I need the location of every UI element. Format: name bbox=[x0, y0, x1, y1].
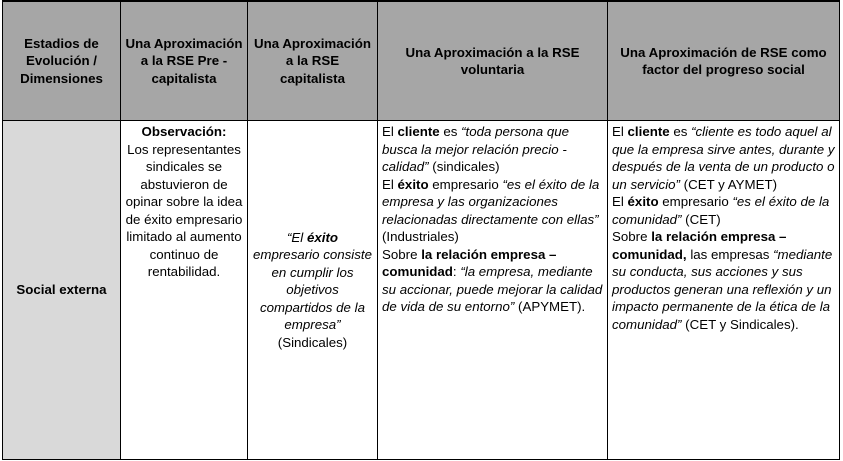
evolution-table bbox=[2, 0, 840, 460]
text: Sobre bbox=[382, 246, 422, 262]
text: es bbox=[439, 124, 462, 139]
keyword-exito: éxito bbox=[306, 229, 338, 245]
paragraph-exito bbox=[612, 193, 835, 228]
row-label: Social externa bbox=[3, 121, 121, 460]
cell-voluntaria bbox=[378, 121, 608, 460]
text: El bbox=[612, 194, 628, 209]
keyword-cliente: cliente bbox=[627, 124, 670, 139]
quote-rest: empresario consiste en cumplir los objetivos compartidos de la empresa” bbox=[253, 247, 372, 333]
paragraph-relacion bbox=[612, 228, 835, 333]
quote: “es el éxito de la empresa y las organizaciones relacionadas directamente con ellas” bbox=[382, 176, 600, 227]
keyword-exito: éxito bbox=[627, 194, 659, 209]
text: : bbox=[452, 264, 461, 279]
quote: “toda persona que busca la mejor relación precio -calidad” bbox=[382, 124, 570, 174]
quote-source: (sindicales) bbox=[428, 159, 500, 174]
quote-source: (CET y Sindicales). bbox=[681, 316, 799, 332]
header-capitalista: Una Aproximación a la RSE capitalista bbox=[248, 1, 378, 121]
cell-capitalista bbox=[248, 121, 378, 460]
text: El bbox=[612, 124, 628, 139]
observation-text: Los representantes sindicales se abstuvieron de opinar sobre la idea de éxito empresario limitado al aumento continuo de rentabilidad. bbox=[125, 141, 243, 279]
cell-pre-capitalista bbox=[121, 121, 248, 460]
text: Sobre bbox=[612, 229, 652, 244]
cell-progreso-social bbox=[608, 121, 840, 460]
keyword-relacion: la relación empresa – comunidad bbox=[382, 246, 557, 279]
text: El bbox=[382, 124, 398, 139]
header-pre-capitalista: Una Aproximación a la RSE Pre - capitalista bbox=[121, 1, 248, 121]
quote-source: (CET) bbox=[681, 211, 721, 227]
keyword-cliente: cliente bbox=[397, 124, 440, 139]
header-dimensions: Estadios de Evolución / Dimensiones bbox=[3, 1, 121, 121]
quote: “la empresa, mediante su accionar, puede mejorar la calidad de vida de su entorno” bbox=[382, 264, 603, 314]
text: empresario bbox=[428, 176, 503, 192]
keyword-exito: éxito bbox=[397, 176, 429, 192]
paragraph-exito bbox=[382, 176, 603, 246]
observation-title: Observación: bbox=[141, 124, 227, 139]
keyword-relacion: la relación empresa – comunidad, bbox=[612, 229, 787, 262]
quote: “cliente es todo aquel al que la empresa sirve antes, durante y después de la venta de un producto o un servicio” bbox=[612, 124, 835, 192]
row-social-externa bbox=[3, 121, 840, 460]
paragraph-cliente bbox=[612, 123, 835, 193]
quote-source: (CET y AYMET) bbox=[679, 176, 778, 192]
quote-source: (Industriales) bbox=[382, 229, 459, 244]
text: empresario bbox=[658, 194, 733, 209]
header-row bbox=[3, 1, 840, 121]
quote-source: (Sindicales) bbox=[277, 334, 348, 350]
quote: “es el éxito de la comunidad” bbox=[612, 194, 830, 227]
header-progreso-social: Una Aproximación de RSE como factor del progreso social bbox=[608, 1, 840, 121]
text: El bbox=[382, 176, 398, 192]
text: es bbox=[669, 124, 692, 139]
quote-source: (APYMET). bbox=[514, 299, 586, 314]
quote: “mediante su conducta, sus acciones y sus productos generan una reflexión y un impacto permanente de la ética de la comunidad” bbox=[612, 246, 833, 332]
header-voluntaria: Una Aproximación a la RSE voluntaria bbox=[378, 1, 608, 121]
paragraph-cliente bbox=[382, 123, 603, 176]
paragraph-relacion bbox=[382, 246, 603, 316]
text: las empresas bbox=[686, 246, 774, 262]
quote-open: “El bbox=[287, 229, 307, 245]
